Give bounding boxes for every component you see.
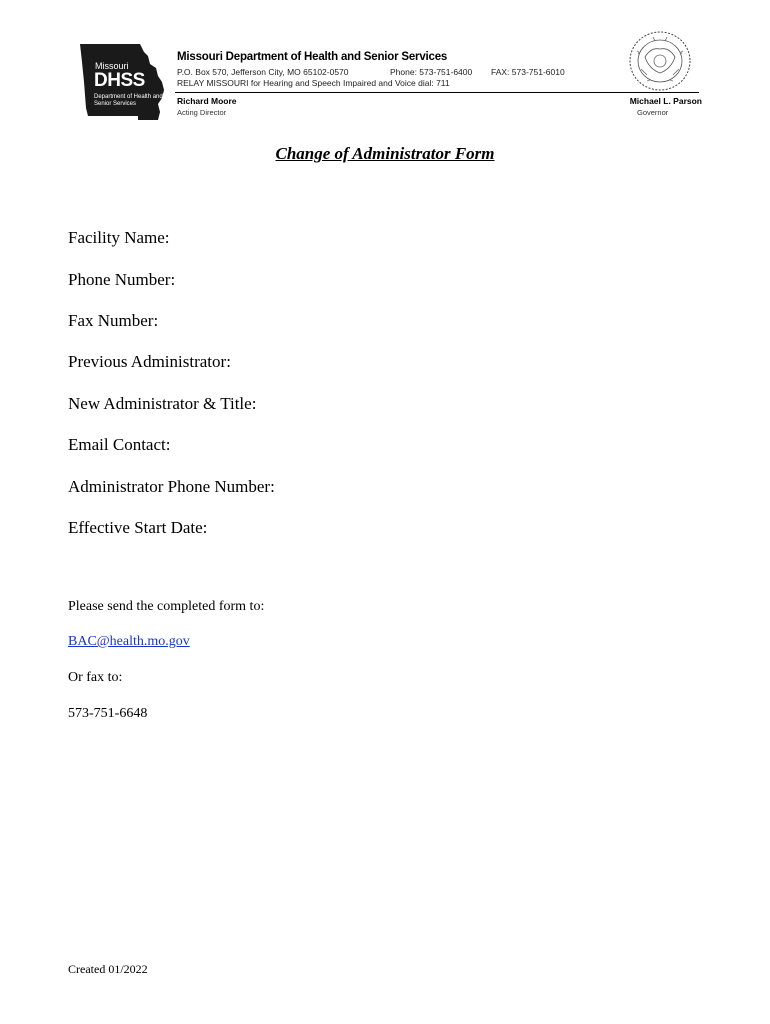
effective-start-date-label: Effective Start Date: — [68, 518, 208, 537]
administrator-phone-label: Administrator Phone Number: — [68, 477, 275, 496]
agency-name: Missouri Department of Health and Senior Services — [177, 51, 448, 63]
fax-instructions: Or fax to: — [68, 670, 123, 685]
logo-text-department: Department of Health and Senior Services — [94, 94, 163, 107]
governor-title: Governor — [637, 108, 669, 117]
letterhead — [0, 0, 770, 130]
agency-address: P.O. Box 570, Jefferson City, MO 65102-0570 — [177, 67, 349, 77]
governor-name: Michael L. Parson — [629, 96, 702, 106]
relay-line: RELAY MISSOURI for Hearing and Speech Impaired and Voice dial: 711 — [177, 78, 450, 88]
fax-number: 573-751-6648 — [68, 706, 148, 721]
email-contact-label: Email Contact: — [68, 435, 171, 454]
created-date: Created 01/2022 — [68, 962, 148, 976]
previous-administrator-label: Previous Administrator: — [68, 352, 231, 371]
email-link[interactable]: BAC@health.mo.gov — [68, 634, 190, 649]
new-administrator-label: New Administrator & Title: — [68, 394, 257, 413]
missouri-state-seal-icon — [627, 29, 693, 93]
send-instructions: Please send the completed form to: — [68, 599, 265, 614]
director-name: Richard Moore — [177, 96, 237, 106]
facility-name-label: Facility Name: — [68, 228, 170, 247]
director-title: Acting Director — [177, 108, 227, 117]
agency-phone: Phone: 573-751-6400 — [390, 67, 473, 77]
email-link-wrapper — [68, 634, 190, 650]
logo-text-missouri: Missouri — [95, 61, 129, 71]
agency-fax: FAX: 573-751-6010 — [491, 67, 565, 77]
header-divider — [175, 92, 699, 93]
phone-number-label: Phone Number: — [68, 270, 176, 289]
fax-number-label: Fax Number: — [68, 311, 159, 330]
form-title: Change of Administrator Form — [275, 144, 495, 163]
logo-text-dhss: DHSS — [94, 70, 145, 91]
